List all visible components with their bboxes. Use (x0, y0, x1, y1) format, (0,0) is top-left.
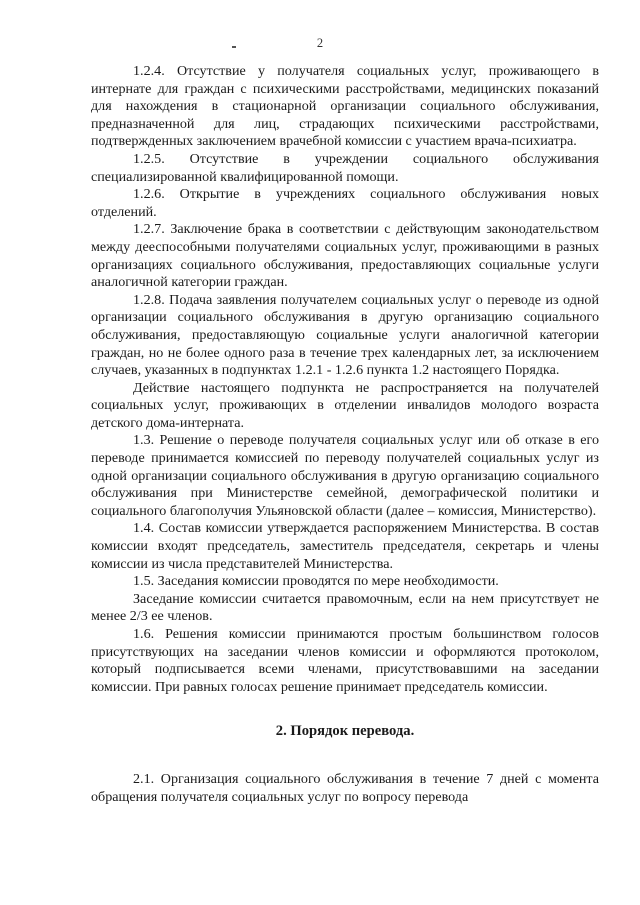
paragraph-1-2-8: 1.2.8. Подача заявления получателем социальных услуг о переводе из одной организации социального обслуживания в другую организацию социального обслуживания, предоставляющую социальные услуги аналогичной категории граждан, но не более одного раза в течение трех календарных лет, за исключением случаев, указанных в подпунктах 1.2.1 - 1.2.6 пункта 1.2 настоящего Порядка. (91, 291, 599, 379)
paragraph-1-2-6: 1.2.6. Открытие в учреждениях социального обслуживания новых отделений. (91, 186, 599, 220)
paragraph-1-2-7: 1.2.7. Заключение брака в соответствии с действующим законодательством между дееспособными получателями социальных услуг, проживающими в разных организациях социального обслуживания, предоставляющих социальные услуги аналогичной категории граждан. (91, 221, 599, 291)
paragraph-exception-note: Действие настоящего подпункта не распространяется на получателей социальных услуг, проживающих в отделении инвалидов молодого возраста детского дома-интерната. (91, 379, 599, 431)
paragraph-1-4: 1.4. Состав комиссии утверждается распоряжением Министерства. В состав комиссии входят председатель, заместитель председателя, секретарь и члены комиссии из числа представителей Министерства. (91, 520, 599, 572)
paragraph-1-6: 1.6. Решения комиссии принимаются простым большинством голосов присутствующих на заседании членов комиссии и оформляются протоколом, который подписывается всеми членами, присутствовавшими на заседании комиссии. При равных голосах решение принимает председатель комиссии. (91, 626, 599, 695)
page-number: 2 (316, 36, 324, 50)
paragraph-1-5: 1.5. Заседания комиссии проводятся по мере необходимости. (133, 573, 499, 590)
paragraph-1-3: 1.3. Решение о переводе получателя социальных услуг или об отказе в его переводе принимается комиссией по переводу получателей социальных услуг из одной организации социального обслуживания в другую организацию социального обслуживания при Министерстве семейной, демографической политики и социального благополучия Ульяновской области (далее – комиссия, Министерство). (91, 432, 599, 519)
section-heading: 2. Порядок перевода. (275, 723, 415, 740)
paragraph-quorum: Заседание комиссии считается правомочным, если на нем присутствует не менее 2/3 ее членов. (91, 590, 599, 625)
paragraph-1-2-5: 1.2.5. Отсутствие в учреждении социального обслуживания специализированной квалифицированной помощи. (91, 150, 599, 185)
paragraph-1-2-4: 1.2.4. Отсутствие у получателя социальных услуг, проживающего в интернате для граждан с психическими расстройствами, медицинских показаний для нахождения в стационарной организации социального обслуживания, предназначенной для лиц, страдающих психическими расстройствами, подтвержденных заключением врачебной комиссии с участием врача-психиатра. (91, 63, 599, 150)
paragraph-2-1: 2.1. Организация социального обслуживания в течение 7 дней с момента обращения получателя социальных услуг по вопросу перевода (91, 770, 599, 805)
scan-speck (232, 46, 236, 48)
document-body (91, 63, 599, 806)
